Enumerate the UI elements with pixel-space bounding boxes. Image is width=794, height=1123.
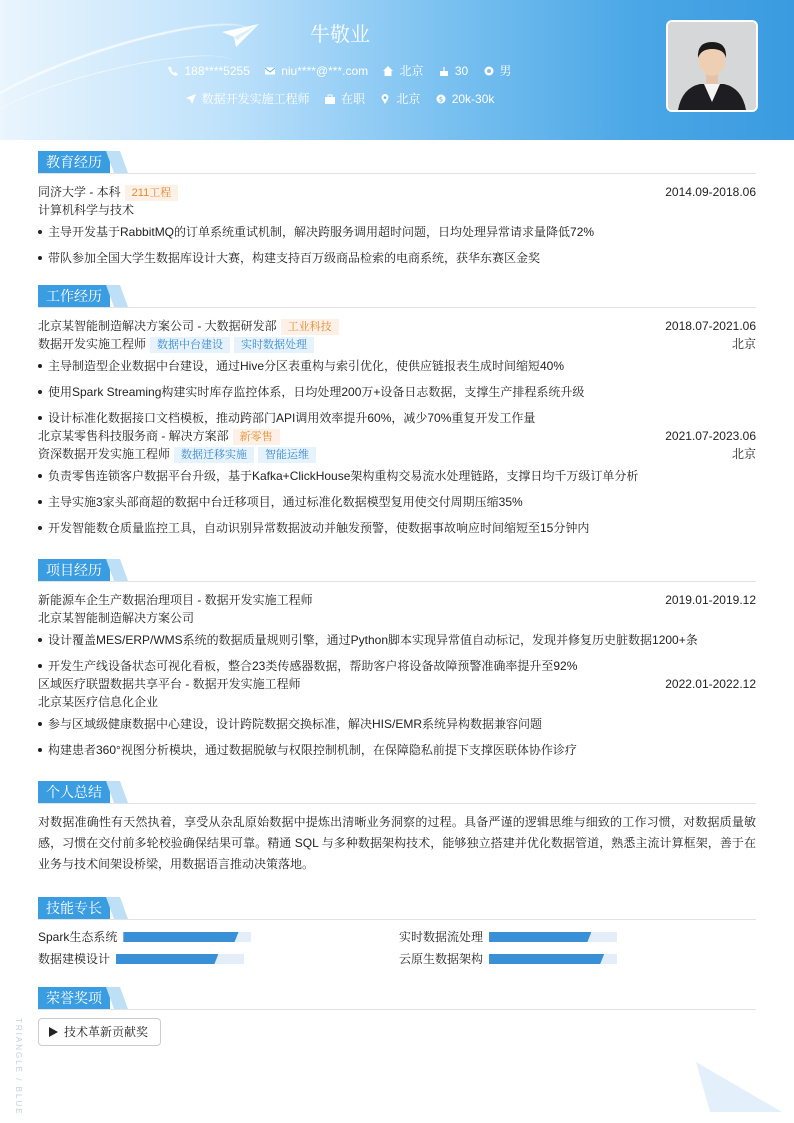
gender-icon [484, 66, 494, 76]
education-section [38, 151, 756, 271]
work-location: 北京 [731, 447, 756, 461]
send-icon [186, 94, 196, 104]
project-company: 北京某医疗信息化企业 [38, 695, 159, 709]
project-name: 新能源车企生产数据治理项目 - 数据开发实施工程师 [38, 593, 313, 607]
list-item: 开发生产线设备状态可视化看板，整合23类传感器数据，帮助客户将设备故障预警准确率提升至92% [38, 653, 756, 679]
age-value: 30 [454, 64, 469, 78]
list-item: 负责零售连锁客户数据平台升级，基于Kafka+ClickHouse架构重构交易流水处理链路，支撑日均千万级订单分析 [38, 463, 756, 489]
list-item: 设计覆盖MES/ERP/WMS系统的数据质量规则引擎，通过Python脚本实现异常值自动标记，发现并修复历史脏数据1200+条 [38, 627, 756, 653]
mail-icon [265, 66, 275, 76]
side-watermark: TRIANGLE / BLUE [14, 1018, 23, 1116]
work-header-row [38, 317, 756, 335]
age [439, 64, 468, 78]
job-target [186, 90, 310, 107]
list-item: 主导开发基于RabbitMQ的订单系统重试机制，解决跨服务调用超时问题，日均处理异常请求量降低72% [38, 219, 756, 245]
profile-photo [666, 20, 758, 112]
list-item: 构建患者360°视图分析模块，通过数据脱敏与权限控制机制，在保障隐私前提下支撑医联体协作诊疗 [38, 737, 756, 763]
contact-row [0, 62, 680, 79]
skill-bar [489, 932, 617, 942]
summary-section [38, 781, 756, 875]
skill-bar [489, 954, 617, 964]
location-pin-icon [380, 94, 390, 104]
project-name: 区域医疗联盟数据共享平台 - 数据开发实施工程师 [38, 677, 301, 691]
role-title: 数据开发实施工程师 [38, 337, 147, 351]
list-item: 使用Spark Streaming构建实时库存监控体系，日均处理200万+设备日志数据，支撑生产排程系统升级 [38, 379, 756, 405]
section-title: 荣誉奖项 [38, 987, 110, 1009]
city-value: 北京 [399, 64, 424, 78]
salary [436, 92, 495, 106]
header-banner [0, 0, 794, 140]
school-tag: 211工程 [125, 185, 179, 201]
project-period: 2019.01-2019.12 [665, 593, 756, 607]
phone-icon [168, 66, 178, 76]
skill-bar [123, 932, 251, 942]
cake-icon [439, 66, 449, 76]
money-icon [436, 94, 446, 104]
play-triangle-icon [49, 1027, 58, 1037]
summary-text: 对数据准确性有天然执着，享受从杂乱原始数据中提炼出清晰业务洞察的过程。具备严谨的逻辑思维与细致的工作习惯，对数据质量敏感，习惯在交付前多轮校验确保结果可靠。精通 SQL 与多种数据架构技术，能够独立搭建并优化数据管道，熟悉主流计算框架，善于在业务与技术间架设桥梁，用数据语言推动决策落地。 [38, 815, 756, 871]
skill-item [38, 929, 251, 945]
section-title: 教育经历 [38, 151, 110, 173]
briefcase-icon [325, 94, 335, 104]
role-tag: 数据中台建设 [150, 337, 230, 353]
job-intent-row [0, 90, 680, 107]
candidate-name: 牛敬业 [310, 24, 370, 46]
role-row [38, 335, 756, 353]
skill-name: 数据建模设计 [38, 952, 111, 966]
section-title: 技能专长 [38, 897, 110, 919]
school-name: 同济大学 - 本科 [38, 185, 121, 199]
gender [484, 62, 512, 79]
job-status [325, 90, 365, 107]
project-entry [38, 675, 756, 763]
skill-name: 实时数据流处理 [399, 930, 484, 944]
work-header-row [38, 427, 756, 445]
section-header [38, 285, 756, 308]
award-item [38, 1018, 161, 1046]
skill-bar-fill [116, 954, 218, 964]
section-title: 个人总结 [38, 781, 110, 803]
section-title: 工作经历 [38, 285, 110, 307]
work-period: 2018.07-2021.06 [665, 319, 756, 333]
skills-section [38, 897, 756, 966]
project-header-row [38, 675, 756, 693]
city [383, 62, 423, 79]
skill-bar-fill [489, 954, 604, 964]
project-header-row [38, 591, 756, 609]
email-value: niu****@***.com [281, 64, 369, 78]
phone [168, 64, 249, 78]
project-company: 北京某智能制造解决方案公司 [38, 611, 195, 625]
phone-value: 188****5255 [184, 64, 250, 78]
home-icon [383, 66, 393, 76]
list-item: 带队参加全国大学生数据库设计大赛，构建支持百万级商品检索的电商系统，获华东赛区金奖 [38, 245, 756, 271]
section-header [38, 151, 756, 174]
gender-value: 男 [499, 64, 512, 78]
target-city [380, 90, 420, 107]
person-avatar-icon [668, 22, 756, 110]
target-city-value: 北京 [396, 92, 421, 106]
company-name: 北京某智能制造解决方案公司 - 大数据研发部 [38, 319, 277, 333]
major: 计算机科学与技术 [38, 203, 135, 217]
work-entry [38, 317, 756, 431]
skill-item [399, 951, 617, 967]
list-item: 参与区域级健康数据中心建设，设计跨院数据交换标准，解决HIS/EMR系统异构数据兼容问题 [38, 711, 756, 737]
section-header [38, 559, 756, 582]
skill-bar-fill [123, 932, 238, 942]
company-name: 北京某零售科技服务商 - 解决方案部 [38, 429, 229, 443]
skill-name: 云原生数据架构 [399, 952, 484, 966]
list-item: 主导制造型企业数据中台建设，通过Hive分区表重构与索引优化，使供应链报表生成时间缩短40% [38, 353, 756, 379]
role-tag: 实时数据处理 [234, 337, 314, 353]
email [265, 64, 368, 78]
work-section [38, 285, 756, 541]
work-entry [38, 427, 756, 541]
salary-value: 20k-30k [451, 92, 495, 106]
project-entry [38, 591, 756, 679]
education-header-row [38, 183, 756, 201]
job-target-value: 数据开发实施工程师 [201, 92, 310, 106]
list-item: 主导实施3家头部商超的数据中台迁移项目，通过标准化数据模型复用使交付周期压缩35% [38, 489, 756, 515]
industry-tag: 工业科技 [281, 319, 339, 335]
skill-name: Spark生态系统 [38, 930, 118, 944]
section-title: 项目经历 [38, 559, 110, 581]
role-title: 资深数据开发实施工程师 [38, 447, 171, 461]
skill-item [38, 951, 244, 967]
skill-bar-fill [489, 932, 591, 942]
project-period: 2022.01-2022.12 [665, 677, 756, 691]
job-status-value: 在职 [340, 92, 365, 106]
work-location: 北京 [731, 337, 756, 351]
svg-text:$: $ [438, 95, 443, 104]
skill-item [399, 929, 617, 945]
list-item: 设计标准化数据接口文档模板，推动跨部门API调用效率提升60%，减少70%重复开发工作量 [38, 405, 756, 431]
skill-bar [116, 954, 244, 964]
section-header [38, 781, 756, 804]
section-header [38, 897, 756, 920]
project-section [38, 559, 756, 763]
role-tag: 数据迁移实施 [174, 447, 254, 463]
award-name: 技术革新贡献奖 [64, 1025, 149, 1039]
list-item: 开发智能数仓质量监控工具，自动识别异常数据波动并触发预警，使数据事故响应时间缩短至15分钟内 [38, 515, 756, 541]
role-tag: 智能运维 [258, 447, 316, 463]
industry-tag: 新零售 [233, 429, 280, 445]
education-period: 2014.09-2018.06 [665, 185, 756, 199]
corner-decoration [696, 1062, 782, 1112]
section-header [38, 987, 756, 1010]
role-row [38, 445, 756, 463]
work-period: 2021.07-2023.06 [665, 429, 756, 443]
awards-section [38, 987, 756, 1046]
